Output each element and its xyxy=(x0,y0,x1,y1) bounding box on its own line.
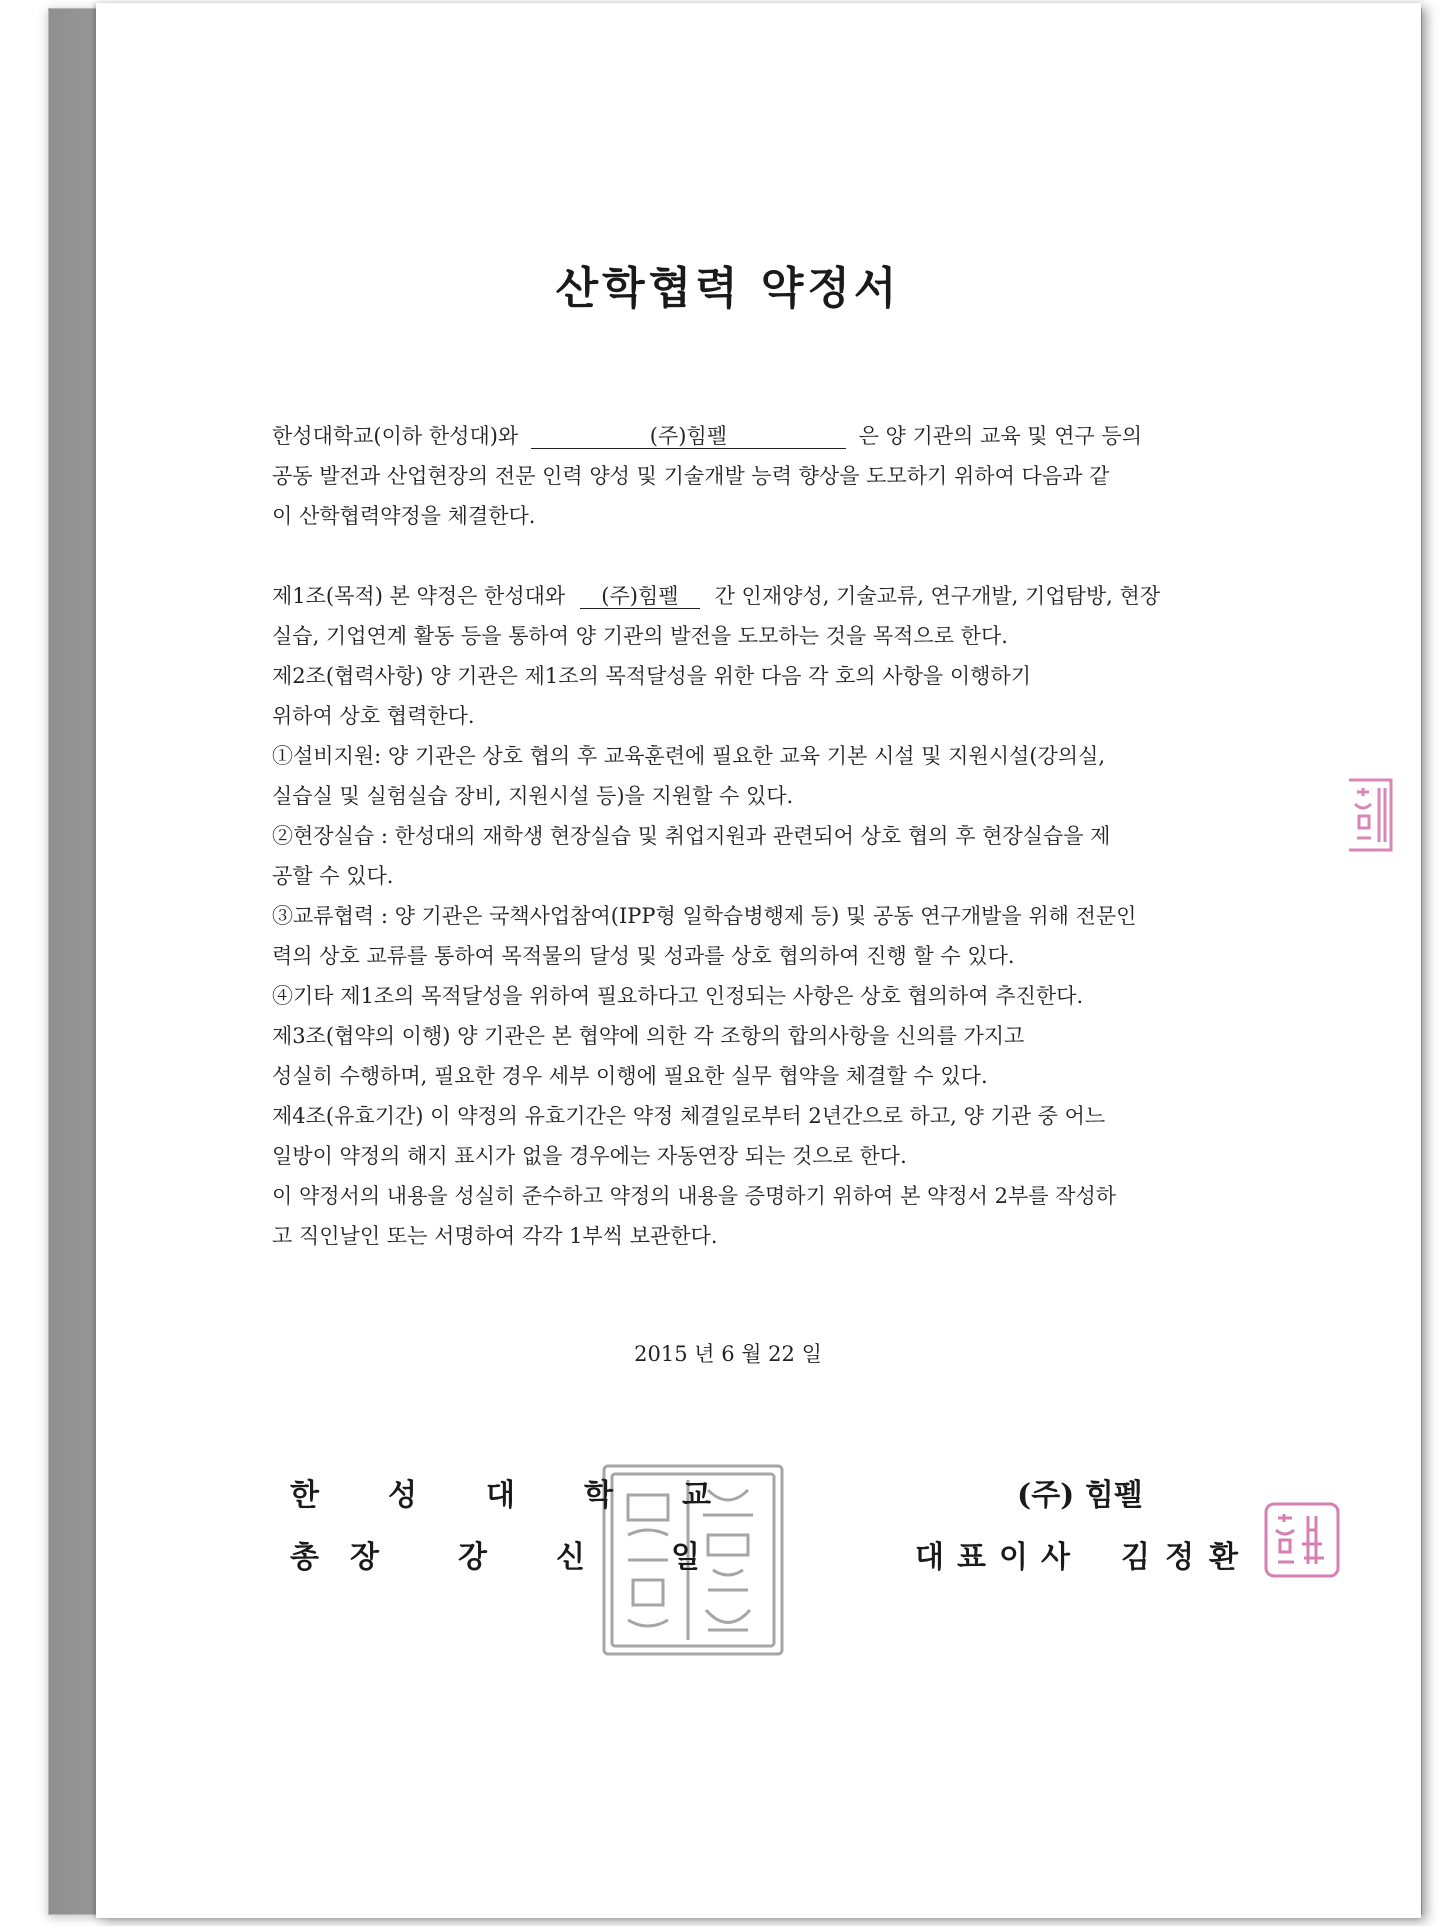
company-name: (주) 힘펠 xyxy=(1017,1478,1143,1513)
intro-line-1: 한성대학교(이하 한성대)와 (주)힘펠 은 양 기관의 교육 및 연구 등의 xyxy=(272,424,1143,448)
document-title: 산학협력 약정서 xyxy=(555,263,901,314)
intro-line-2: 공동 발전과 산업현장의 전문 인력 양성 및 기술개발 능력 향상을 도모하기 위하여 다음과 같 xyxy=(272,464,1110,488)
body-line: 제2조(협력사항) 양 기관은 제1조의 목적달성을 위한 다음 각 호의 사항을 이행하기 xyxy=(272,664,1032,688)
university-name: 한 성 대 학 교 xyxy=(290,1478,711,1513)
body-line: 실습실 및 실험실습 장비, 지원시설 등)을 지원할 수 있다. xyxy=(272,784,794,808)
ceo-name: 대 표 이 사 김 정 환 xyxy=(915,1540,1238,1575)
margin-seal-stamp xyxy=(1345,776,1395,854)
body-line: 제3조(협약의 이행) 양 기관은 본 협약에 의한 각 조항의 합의사항을 신의를 가지고 xyxy=(272,1024,1025,1048)
body-line: 공할 수 있다. xyxy=(272,864,394,888)
partner-blank: (주)힘펠 xyxy=(531,424,846,449)
company-signature xyxy=(915,1470,1253,1594)
document-body xyxy=(272,416,1292,1256)
article1-line-2: 실습, 기업연계 활동 등을 통하여 양 기관의 발전을 도모하는 것을 목적으로 한다. xyxy=(272,624,1008,648)
partner-blank-2: (주)힘펠 xyxy=(580,584,700,609)
company-seal-stamp xyxy=(1262,1500,1342,1580)
body-line: 성실히 수행하며, 필요한 경우 세부 이행에 필요한 실무 협약을 체결할 수 있다. xyxy=(272,1064,988,1088)
body-line: ④기타 제1조의 목적달성을 위하여 필요하다고 인정되는 사항은 상호 협의하여 추진한다. xyxy=(272,984,1084,1008)
signing-date: 2015 년 6 월 22 일 xyxy=(634,1342,822,1366)
body-line: 력의 상호 교류를 통하여 목적물의 달성 및 성과를 상호 협의하여 진행 할 수 있다. xyxy=(272,944,1015,968)
body-line: 일방이 약정의 해지 표시가 없을 경우에는 자동연장 되는 것으로 한다. xyxy=(272,1144,907,1168)
body-line: 고 직인날인 또는 서명하여 각각 1부씩 보관한다. xyxy=(272,1224,718,1248)
president-name: 총 장 강 신 일 xyxy=(290,1540,700,1575)
intro-line-3: 이 산학협력약정을 체결한다. xyxy=(272,504,536,528)
body-line: ③교류협력 : 양 기관은 국책사업참여(IPP형 일학습병행제 등) 및 공동 연구개발을 위해 전문인 xyxy=(272,904,1137,928)
body-line: 제4조(유효기간) 이 약정의 유효기간은 약정 체결일로부터 2년간으로 하고, 양 기관 중 어느 xyxy=(272,1104,1106,1128)
body-line: 위하여 상호 협력한다. xyxy=(272,704,475,728)
university-signature xyxy=(290,1470,780,1594)
article1-line-1: 제1조(목적) 본 약정은 한성대와 (주)힘펠 간 인재양성, 기술교류, 연구개발, 기업탐방, 현장 xyxy=(272,584,1161,608)
body-line: ①설비지원: 양 기관은 상호 협의 후 교육훈련에 필요한 교육 기본 시설 및 지원시설(강의실, xyxy=(272,744,1106,768)
body-line: ②현장실습 : 한성대의 재학생 현장실습 및 취업지원과 관련되어 상호 협의 후 현장실습을 제 xyxy=(272,824,1111,848)
body-line: 이 약정서의 내용을 성실히 준수하고 약정의 내용을 증명하기 위하여 본 약정서 2부를 작성하 xyxy=(272,1184,1117,1208)
